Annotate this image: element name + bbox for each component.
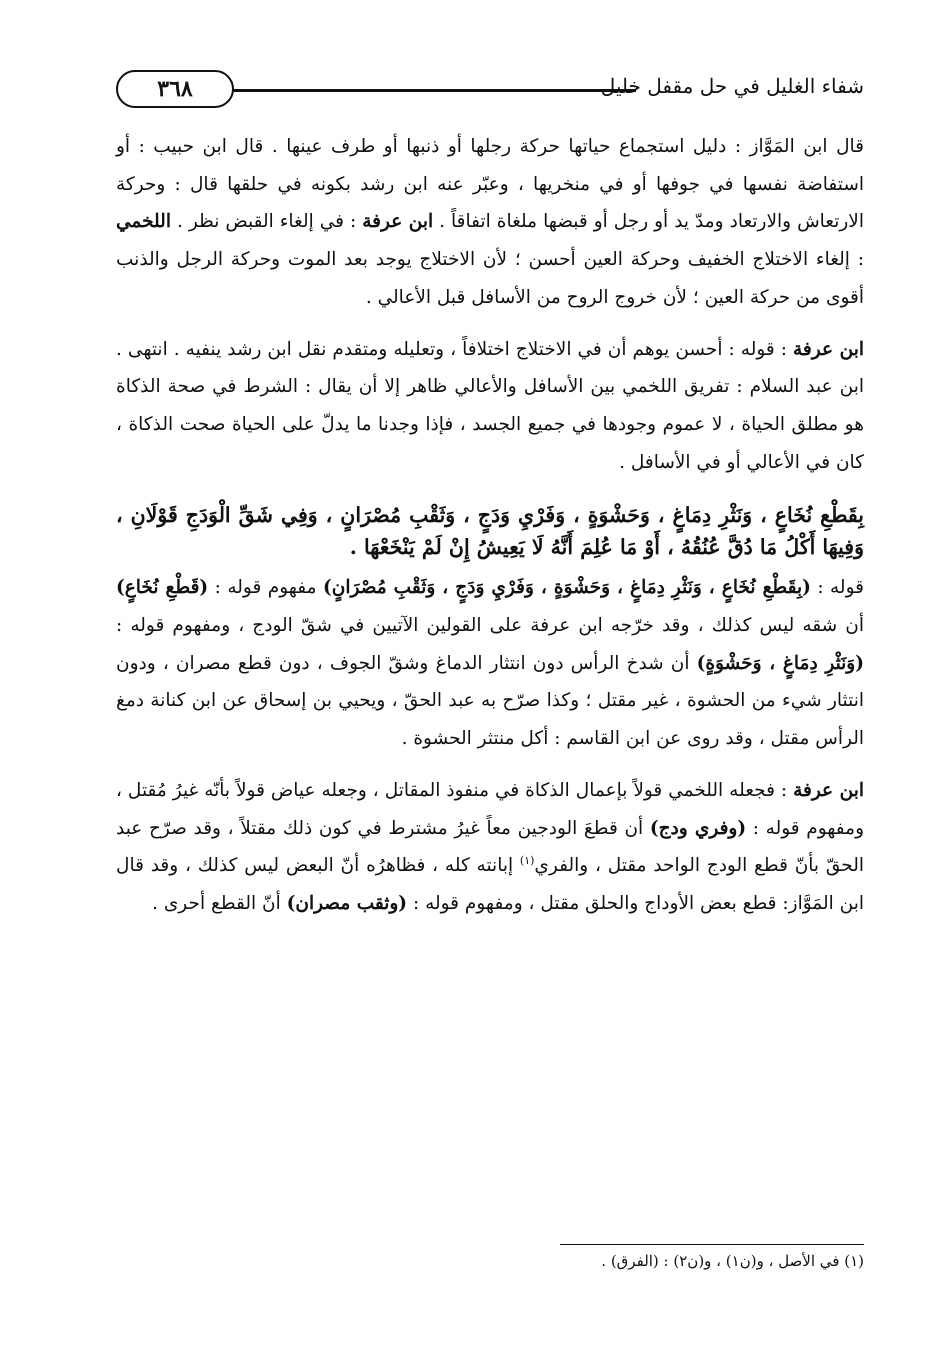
paragraph-1-text-3: : إلغاء الاختلاج الخفيف وحركة العين أحسن ؛ لأن الاختلاج يوجد بعد الموت وحركة الرجل والذنب أقوى من حركة العين ؛ لأن خروج الروح من الأسافل قبل الأعالي . (116, 249, 864, 308)
body-text (116, 128, 864, 937)
paragraph-4-text-4: أنّ القطع أحرى . (152, 892, 287, 914)
paragraph-2 (116, 331, 864, 482)
quote-2: (قَطْعِ نُخَاعٍ) (116, 577, 209, 599)
footnote-rule (560, 1244, 864, 1245)
page-number: ٣٦٨ (116, 70, 234, 108)
paragraph-3-text-2: مفهوم قوله : (208, 577, 324, 599)
paragraph-3-text-3: أن شقه ليس كذلك ، وقد خرّجه ابن عرفة على القولين الآتيين في شقّ الودج ، ومفهوم قوله : (116, 615, 864, 637)
speaker-ibn-arafa: ابن عرفة (362, 211, 434, 233)
quote-3: (وَنَثْرِ دِمَاغٍ ، وَحَشْوَةٍ) (696, 652, 864, 674)
quote-4: (وفري ودج) (649, 817, 747, 839)
paragraph-4-text-1: : فجعله اللخمي قولاً بإعمال الذكاة في منفوذ المقاتل ، وجعله عياض قولاً بأنّه غيرُ مُقتل ، ومفهوم قوله : (116, 779, 865, 839)
paragraph-3-text-4: أن شدخ الرأس دون انتثار الدماغ وشقّ الجوف ، دون قطع مصران ، ودون انتثار شيء من الحشوة ، غير مقتل ؛ وكذا صرّح به عبد الحقّ ، ويحيي بن إسحاق عن ابن كنانة دمغ الرأس مقتل ، وقد روى عن ابن القاسم : أكل منتثر الحشوة . (116, 652, 864, 750)
paragraph-3-text-1: قوله : (810, 577, 864, 599)
running-title: شفاء الغليل في حل مقفل خليل (600, 74, 864, 98)
paragraph-4-text-2: أن قطعَ الودجين معاً غيرُ مشترط في كون ذلك مقتلاً ، وقد صرّح عبد الحقّ بأنّ قطع الودج الواحد مقتل ، والفري (116, 817, 864, 877)
page-header (116, 68, 864, 112)
paragraph-4-text-3: إبانته كله ، فظاهرُه أنّ البعض ليس كذلك ، وقد قال ابن المَوَّاز: قطع بعض الأوداج والحلق مقتل ، ومفهوم قوله : (116, 855, 864, 914)
speaker-ibn-arafa: ابن عرفة (793, 779, 864, 801)
matn-text: بِقَطْعِ نُخَاعٍ ، وَنَثْرِ دِمَاغٍ ، وَحَشْوَةٍ ، وَفَرْيِ وَدَجٍ ، وَثَقْبِ مُصْرَانٍ ، وَفِي شَقِّ الْوَدَجِ قَوْلَانِ ، وَفِيهَا أَكْلُ مَا دُقَّ عُنُقُهُ ، أَوْ مَا عُلِمَ أَنَّهُ لَا يَعِيشُ إِنْ لَمْ يَنْخَعْهَا . (116, 503, 864, 560)
speaker-lakhmi: اللخمي (116, 211, 171, 233)
footnote: (١) في الأصل ، و(ن١) ، و(ن٢) : (الفرق) . (601, 1252, 864, 1270)
paragraph-3 (116, 569, 864, 758)
quote-5: (وثقب مصران) (286, 892, 408, 914)
footnote-ref[interactable]: (١) (519, 854, 535, 868)
paragraph-4 (116, 772, 864, 923)
paragraph-2-text: : قوله : أحسن يوهم أن في الاختلاج اختلافاً ، وتعليله ومتقدم نقل ابن رشد ينفيه . انتهى . ابن عبد السلام : تفريق اللخمي بين الأسافل والأعالي ظاهر إلا أن يقال : الشرط في صحة الذكاة هو مطلق الحياة ، لا عموم وجودها في جميع الجسد ، فإذا وجدنا ما يدلّ على الحياة صحت الذكاة ، كان في الأعالي أو في الأسافل . (116, 338, 864, 473)
paragraph-1-text: قال ابن المَوَّاز : دليل استجماع حياتها حركة رجلها أو ذنبها أو طرف عينها . قال ابن حبيب : أو استفاضة نفسها في جوفها أو في منخريها ، وعبّر عنه ابن رشد بكونه في حلقها قال : وحركة الارتعاش والارتعاد ومدّ يد أو رجل أو قبضها ملغاة اتفاقاً . (116, 136, 864, 233)
quote-1: (بِقَطْعِ نُخَاعٍ ، وَنَثْرِ دِمَاغٍ ، وَحَشْوَةٍ ، وَفَرْيِ وَدَجٍ ، وَثَقْبِ مُصْرَانٍ) (323, 577, 811, 599)
header-rule (232, 89, 636, 92)
paragraph-1-text-2: : في إلغاء القبض نظر . (170, 211, 363, 233)
speaker-ibn-arafa: ابن عرفة (793, 338, 864, 360)
paragraph-1 (116, 128, 864, 317)
